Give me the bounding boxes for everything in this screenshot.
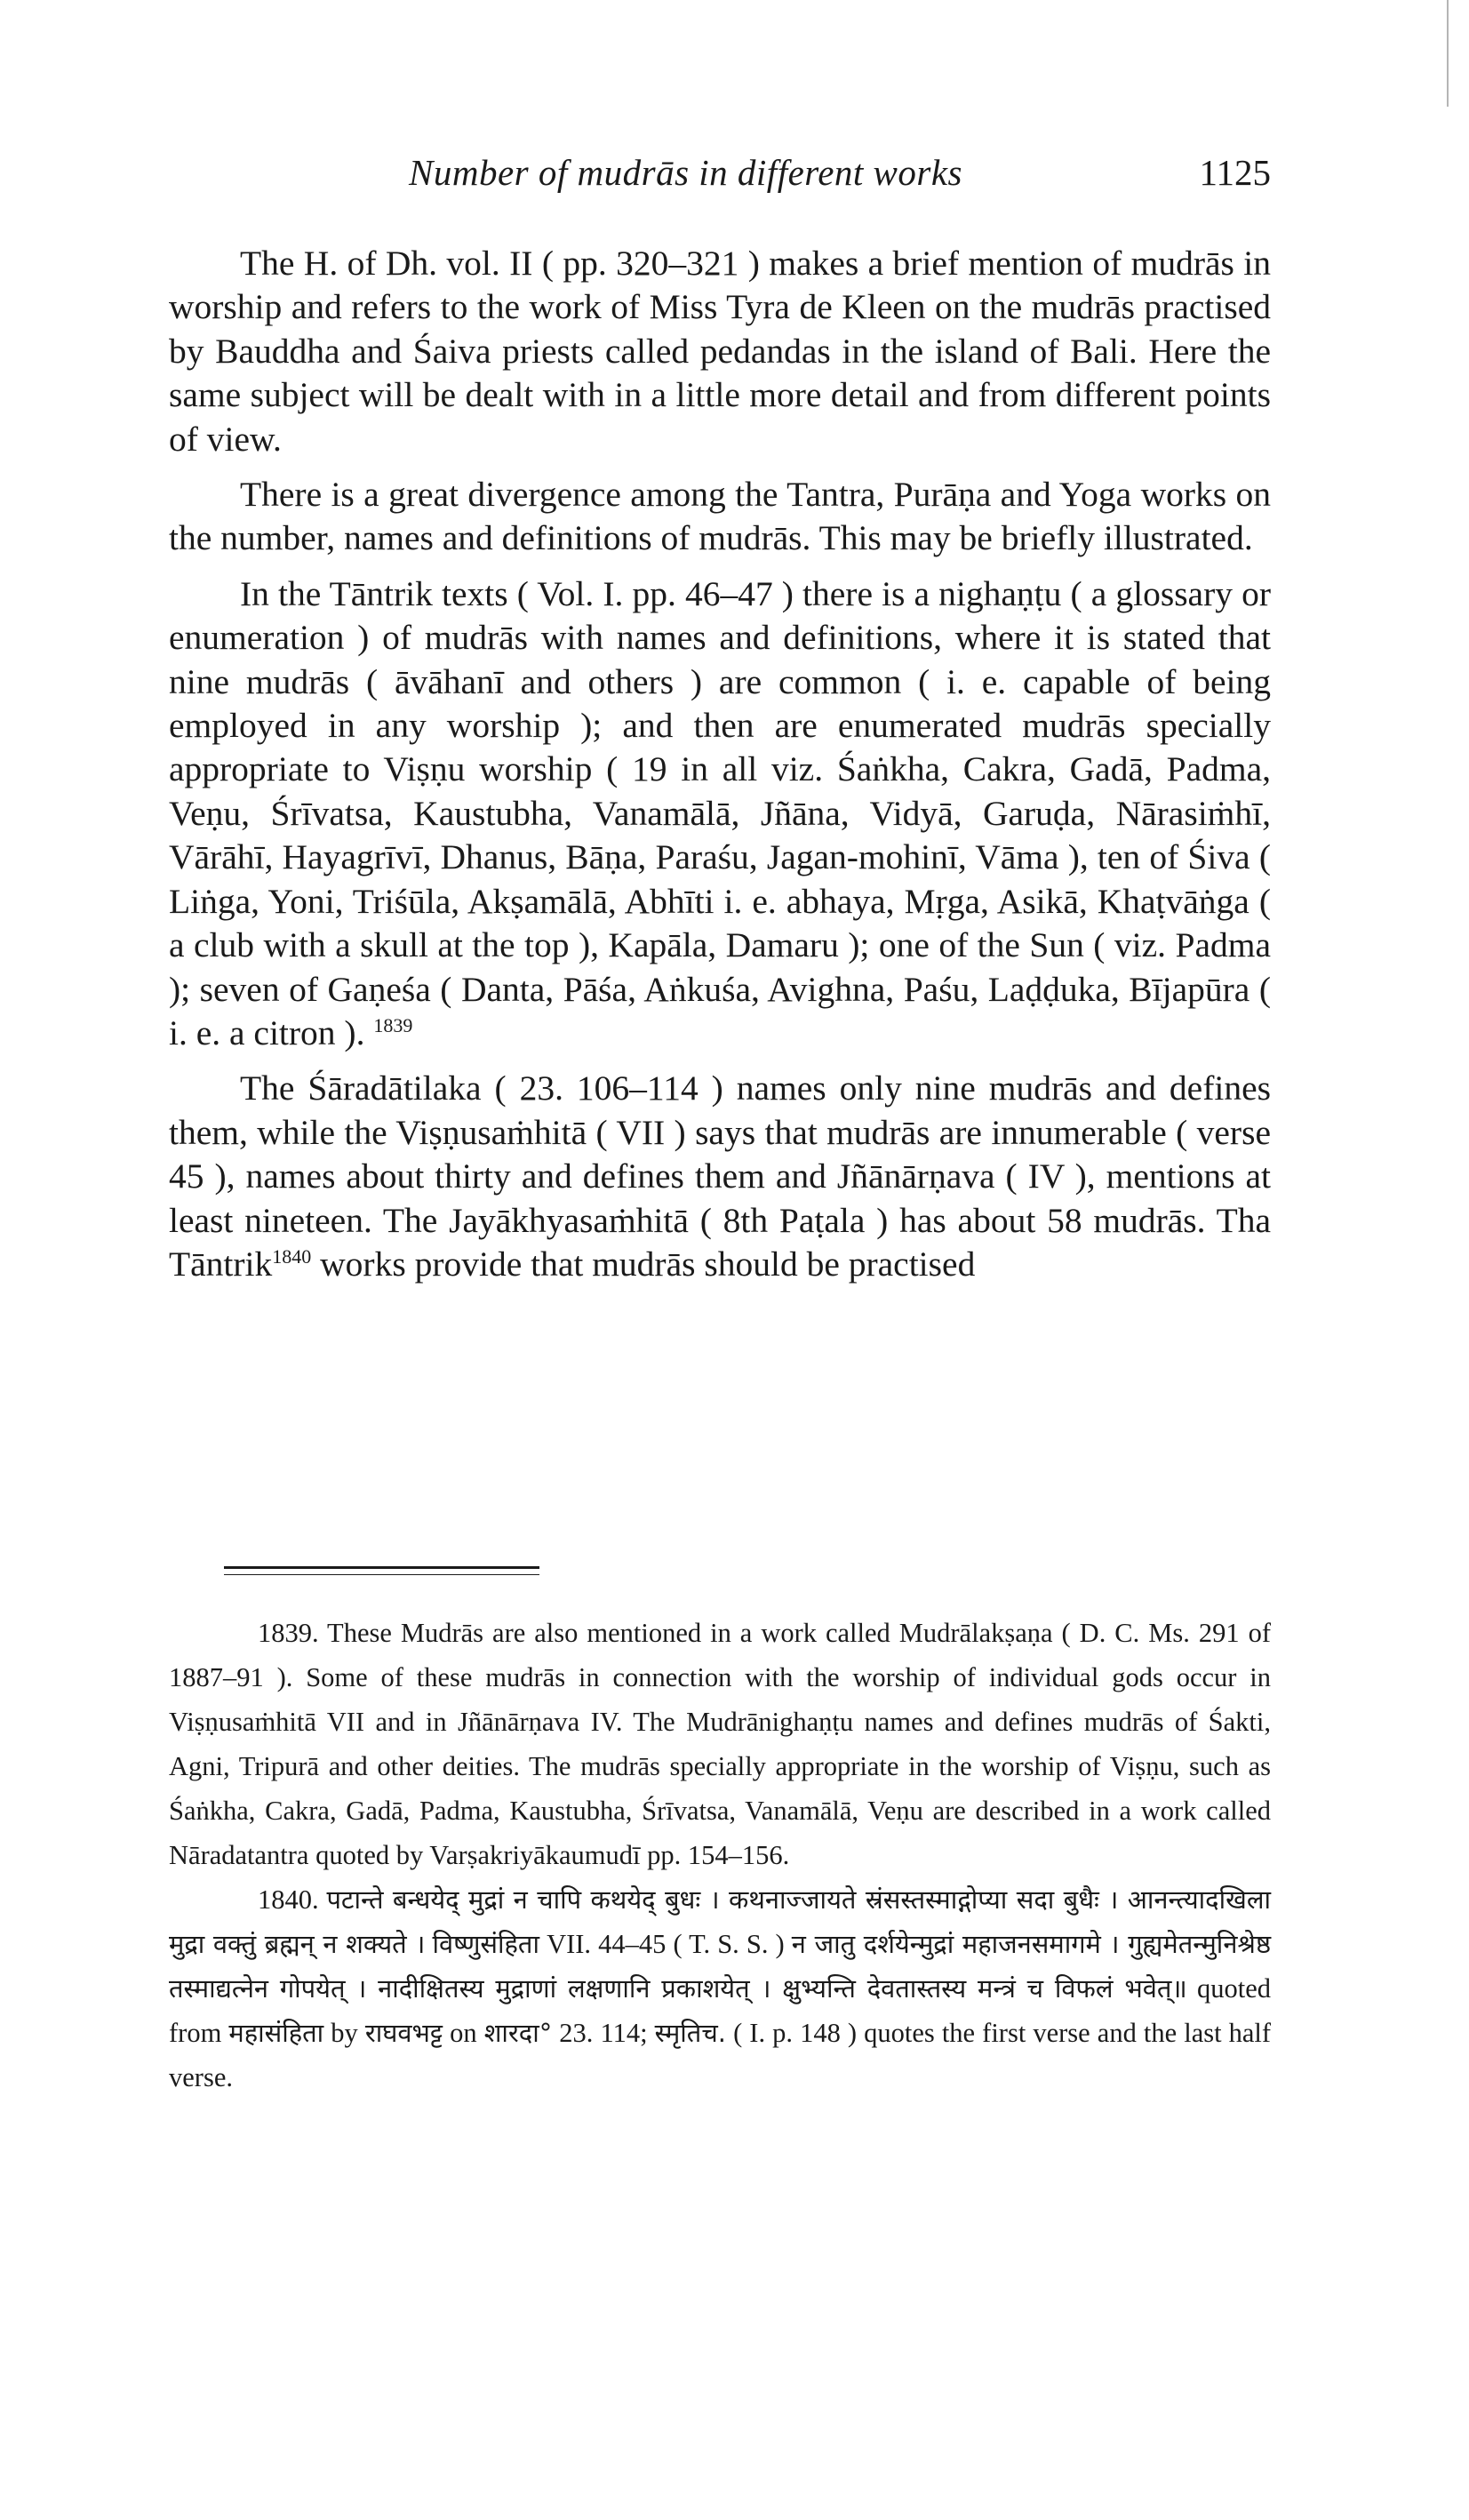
footnote-1840-vishnusamhita: विष्णुसंहिता bbox=[432, 1929, 539, 1959]
footnote-1840-sanskrit-1: पटान्ते बन्धयेद् मुद्रां न चापि कथयेद् बुधः । कथनाज्जायते स्रंसस्तस्माद्गोप्या सदा बुधैः । आनन्त्यादखिला मुद्रा वक्तुं ब्रह्मन् न शक्यते । bbox=[169, 1884, 1271, 1959]
footnote-1840-raghavabhatta: राघवभट्ट bbox=[364, 2018, 443, 2048]
paragraph-3 bbox=[169, 572, 1271, 1055]
footnotes bbox=[169, 1611, 1271, 2100]
footnote-1840-on: on bbox=[450, 2018, 477, 2048]
page-header bbox=[169, 151, 1271, 213]
footnote-separator bbox=[224, 1566, 539, 1569]
paragraph-1 bbox=[169, 242, 1271, 461]
paragraph-3-text: In the Tāntrik texts ( Vol. I. pp. 46–47 ) there is a nighaṇṭu ( a glossary or enumeration ) of mudrās with names and definitions, where it is stated that nine mudrās ( āvāhanī and others ) are common ( i. e. capable of being employed in any worship ); and then are enumerated mudrās specially appropriate to Viṣṇu worship ( 19 in all viz. Śaṅkha, Cakra, Gadā, Padma, Veṇu, Śrīvatsa, Kaustubha, Vanamālā, Jñāna, Vidyā, Garuḍa, Nārasiṁhī, Vārāhī, Hayagrīvī, Dhanus, Bāṇa, Paraśu, Jagan-mohinī, Vāma ), ten of Śiva ( Liṅga, Yoni, Triśūla, Akṣamālā, Abhīti i. e. abhaya, Mṛga, Asikā, Khaṭvāṅga ( a club with a skull at the top ), Kapāla, Damaru ); one of the Sun ( viz. Padma ); seven of Gaṇeśa ( Danta, Pāśa, Aṅkuśa, Avighna, Paśu, Laḍḍuka, Bījapūra ( i. e. a citron ). bbox=[169, 573, 1271, 1052]
page-number: 1125 bbox=[1199, 152, 1271, 193]
footnote-separator-thin bbox=[224, 1574, 539, 1575]
paragraph-4-text-before: The Śāradātilaka ( 23. 106–114 ) names only nine mudrās and defines them, while the Viṣṇusaṁhitā ( VII ) says that mudrās are innumerable ( verse 45 ), names about thirty and defines them and Jñānārṇava ( IV ), mentions at least nineteen. The Jayākhyasaṁhitā ( 8th Paṭala ) has about 58 mudrās. Tha Tāntrik bbox=[169, 1068, 1271, 1284]
footnote-1840-mahasamhita: महासंहिता bbox=[228, 2018, 324, 2048]
main-text bbox=[169, 242, 1271, 1298]
footnote-1840-smriticha: स्मृतिच. bbox=[654, 2018, 726, 2048]
footnote-1840-sharada: शारदा° bbox=[483, 2018, 553, 2048]
footnote-1840-by: by bbox=[331, 2018, 358, 2048]
footnote-1840 bbox=[169, 1877, 1271, 2100]
page-edge-line bbox=[1447, 0, 1449, 107]
footnote-1840-quoted-from: quoted from bbox=[169, 1973, 1272, 2048]
footnote-ref-1839: 1839 bbox=[373, 1013, 413, 1036]
footnote-1840-number: 1840. bbox=[258, 1884, 319, 1915]
paragraph-4-text-after: works provide that mudrās should be practised bbox=[311, 1244, 976, 1284]
paragraph-2-text: There is a great divergence among the Tantra, Purāṇa and Yoga works on the number, names and definitions of mudrās. This may be briefly illustrated. bbox=[169, 475, 1271, 558]
footnote-1839-text: 1839. These Mudrās are also mentioned in a work called Mudrālakṣaṇa ( D. C. Ms. 291 of 1887–91 ). Some of these mudrās in connection with the worship of individual gods occur in Viṣṇusaṁhitā VII and in Jñānārṇava IV. The Mudrānighaṇṭu names and defines mudrās of Śakti, Agni, Tripurā and other deities. The mudrās specially appropriate in the worship of Viṣṇu, such as Śaṅkha, Cakra, Gadā, Padma, Kaustubha, Śrīvatsa, Vanamālā, Veṇu are described in a work called Nāradatantra quoted by Varṣakriyākaumudī pp. 154–156. bbox=[169, 1618, 1271, 1870]
footnote-1840-ref-2: 23. 114; bbox=[559, 2018, 648, 2048]
running-title: Number of mudrās in different works bbox=[409, 152, 963, 193]
paragraph-1-text: The H. of Dh. vol. II ( pp. 320–321 ) makes a brief mention of mudrās in worship and refers to the work of Miss Tyra de Kleen on the mudrās practised by Bauddha and Śaiva priests called pedandas in the island of Bali. Here the same subject will be dealt with in a little more detail and from different points of view. bbox=[169, 244, 1271, 459]
footnote-1839 bbox=[169, 1611, 1271, 1877]
footnote-ref-1840: 1840 bbox=[272, 1244, 312, 1268]
paragraph-2 bbox=[169, 473, 1271, 561]
paragraph-4 bbox=[169, 1067, 1271, 1286]
footnote-1840-ref-1: VII. 44–45 ( T. S. S. ) bbox=[547, 1929, 785, 1959]
footnote-1840-sanskrit-2: न जातु दर्शयेन्मुद्रां महाजनसमागमे । गुह्यमेतन्मुनिश्रेष्ठ तस्माद्यत्नेन गोपयेत् । नादीक्षितस्य मुद्राणां लक्षणानि प्रकाशयेत् । क्षुभ्यन्ति देवतास्तस्य मन्त्रं च विफलं भवेत्॥ bbox=[169, 1929, 1272, 2004]
footnote-1840-ref-3: ( I. p. 148 ) quotes the first verse and the last half verse. bbox=[169, 2018, 1272, 2092]
